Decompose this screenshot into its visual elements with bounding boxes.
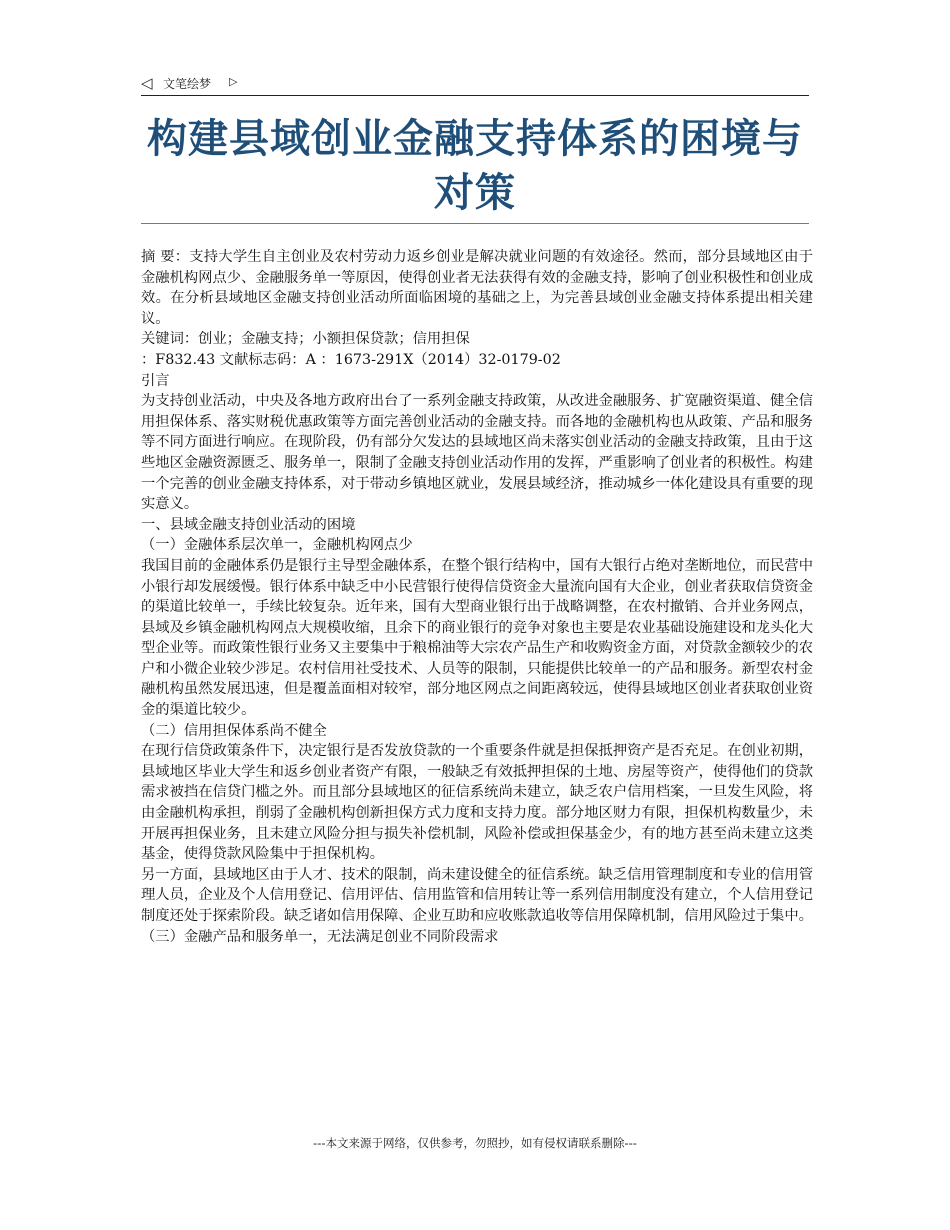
- intro-paragraph: 为支持创业活动，中央及各地方政府出台了一系列金融支持政策，从改进金融服务、扩宽融资渠道、健全信用担保体系、落实财税优惠政策等方面完善创业活动的金融支持。而各地的金融机构也从政策、产品和服务等不同方面进行响应。在现阶段，仍有部分欠发达的县域地区尚未落实创业活动的金融支持政策，且由于这些地区金融资源匮乏、服务单一，限制了金融支持创业活动作用的发挥，严重影响了创业者的积极性。构建一个完善的创业金融支持体系，对于带动乡镇地区就业，发展县域经济，推动城乡一体化建设具有重要的现实意义。: [141, 393, 813, 513]
- keywords-line: 关键词：创业；金融支持；小额担保贷款；信用担保: [141, 331, 470, 348]
- footer-note: ---本文来源于网络，仅供参考，勿照抄，如有侵权请联系删除---: [313, 1136, 637, 1150]
- triangle-left-icon: ◁: [141, 74, 153, 92]
- subsection-heading-2: （二）信用担保体系尚不健全: [141, 722, 327, 739]
- subsection-heading-3: （三）金融产品和服务单一，无法满足创业不同阶段需求: [141, 928, 499, 945]
- brand-name: 文笔绘梦: [163, 77, 212, 91]
- body-paragraph: 另一方面，县域地区由于人才、技术的限制，尚未建设健全的征信系统。缺乏信用管理制度和专业的信用管理人员，企业及个人信用登记、信用评估、信用监管和信用转让等一系列信用制度没有建立，个人信用登记制度还处于探索阶段。缺乏诸如信用保障、企业互助和应收账款追收等信用保障机制，信用风险过于集中。: [141, 866, 813, 924]
- document-title: 构建县域创业金融支持体系的困境与对策: [147, 116, 803, 216]
- triangle-right-icon: ▷: [229, 75, 238, 88]
- document-body: [141, 247, 813, 947]
- classification-line: ：F832.43 文献标志码：A ：1673-291X（2014）32-0179-02: [141, 351, 561, 368]
- body-paragraph: 我国目前的金融体系仍是银行主导型金融体系，在整个银行结构中，国有大银行占绝对垄断地位，而民营中小银行却发展缓慢。银行体系中缺乏中小民营银行使得信贷资金大量流向国有大企业，创业者获取信贷资金的渠道比较单一，手续比较复杂。近年来，国有大型商业银行出于战略调整，在农村撤销、合并业务网点，县域及乡镇金融机构网点大规模收缩，且余下的商业银行的竞争对象也主要是农业基础设施建设和龙头化大型企业等。而政策性银行业务又主要集中于粮棉油等大宗农产品生产和收购资金方面，对贷款金额较少的农户和小微企业较少涉足。农村信用社受技术、人员等的限制，只能提供比较单一的产品和服务。新型农村金融机构虽然发展迅速，但是覆盖面相对较窄，部分地区网点之间距离较远，使得县域地区创业者获取创业资金的渠道比较少。: [141, 557, 813, 719]
- body-paragraph: 在现行信贷政策条件下，决定银行是否发放贷款的一个重要条件就是担保抵押资产是否充足。在创业初期，县域地区毕业大学生和返乡创业者资产有限，一般缺乏有效抵押担保的土地、房屋等资产，使得他们的贷款需求被挡在信贷门槛之外。而且部分县域地区的征信系统尚未建立，缺乏农户信用档案，一旦发生风险，将由金融机构承担，削弱了金融机构创新担保方式力度和支持力度。部分地区财力有限，担保机构数量少，未开展再担保业务，且未建立风险分担与损失补偿机制，风险补偿或担保基金少，有的地方甚至尚未建立这类基金，使得贷款风险集中于担保机构。: [141, 743, 813, 863]
- section-heading-intro: 引言: [141, 372, 170, 389]
- subsection-heading-1: （一）金融体系层次单一，金融机构网点少: [141, 537, 413, 554]
- title-divider: [141, 223, 809, 224]
- header-bar: [141, 73, 809, 96]
- section-heading-1: 一、县域金融支持创业活动的困境: [141, 516, 356, 533]
- abstract-paragraph: 摘 要：支持大学生自主创业及农村劳动力返乡创业是解决就业问题的有效途径。然而，部分县域地区由于金融机构网点少、金融服务单一等原因，使得创业者无法获得有效的金融支持，影响了创业积极性和创业成效。在分析县域地区金融支持创业活动所面临困境的基础之上，为完善县域创业金融支持体系提出相关建议。: [141, 249, 813, 327]
